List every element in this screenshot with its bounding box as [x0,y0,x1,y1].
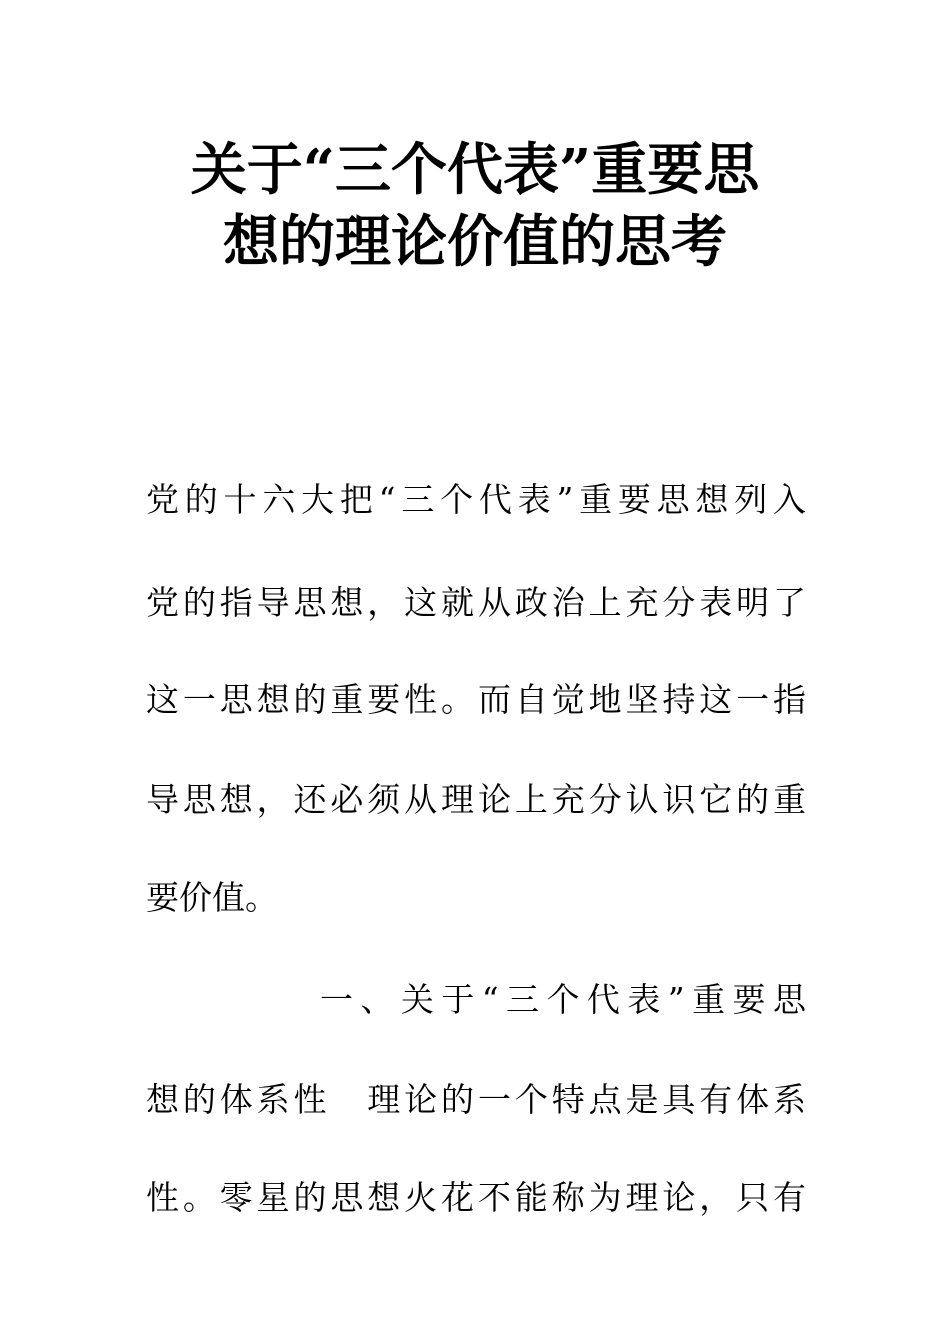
paragraph-line: 党的十六大把“三个代表”重要思想列入 [146,480,806,519]
document-title-line-2: 想的理论价值的思考 [223,209,727,275]
section-heading-line: 一、关于“三个代表”重要思 [320,980,806,1019]
paragraph-line: 性。零星的思想火花不能称为理论，只有 [146,1178,806,1217]
paragraph-line: 党的指导思想，这就从政治上充分表明了 [146,583,806,622]
paragraph-line: 这一思想的重要性。而自觉地坚持这一指 [146,680,806,719]
paragraph-line: 要价值。 [146,878,278,917]
document-title-line-1: 关于“三个代表”重要思 [190,137,760,203]
paragraph-line: 导思想，还必须从理论上充分认识它的重 [146,780,806,819]
paragraph-line: 想的体系性 理论的一个特点是具有体系 [146,1080,806,1119]
